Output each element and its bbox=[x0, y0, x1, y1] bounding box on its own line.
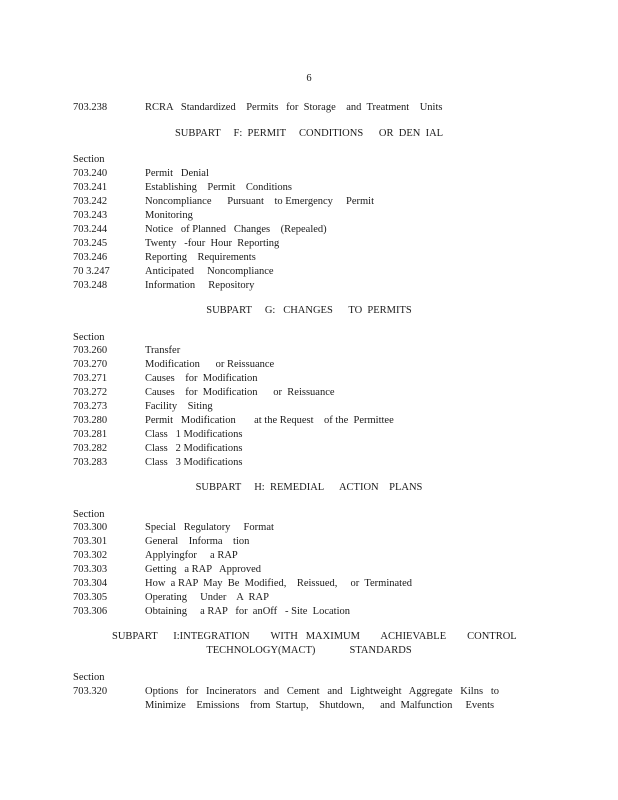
section-title: Anticipated Noncompliance bbox=[145, 266, 274, 277]
section-title: Information Repository bbox=[145, 280, 255, 291]
section-title: Noncompliance Pursuant to Emergency Permit bbox=[145, 196, 375, 207]
section-number: 703.240 bbox=[73, 168, 108, 179]
subpart-heading: SUBPART G: CHANGES TO PERMITS bbox=[206, 305, 412, 316]
section-number: 703.272 bbox=[73, 387, 108, 398]
section-title: Class 3 Modifications bbox=[145, 457, 243, 468]
section-number: 703.301 bbox=[73, 536, 108, 547]
section-number: 703.303 bbox=[73, 564, 108, 575]
section-label: Section bbox=[73, 509, 105, 520]
section-title: Modification or Reissuance bbox=[145, 359, 275, 370]
section-label: Section bbox=[73, 332, 105, 343]
section-title: Getting a RAP Approved bbox=[145, 564, 261, 575]
section-number: 703.244 bbox=[73, 224, 108, 235]
section-number: 703.246 bbox=[73, 252, 108, 263]
section-number: 703.304 bbox=[73, 578, 108, 589]
section-title: Twenty -four Hour Reporting bbox=[145, 238, 280, 249]
section-title: Permit Modification at the Request of the Permittee bbox=[145, 415, 394, 426]
section-number: 703.270 bbox=[73, 359, 108, 370]
section-title: Causes for Modification bbox=[145, 373, 258, 384]
section-number: 703.248 bbox=[73, 280, 108, 291]
section-number: 703.306 bbox=[73, 606, 108, 617]
section-number: 703.271 bbox=[73, 373, 108, 384]
section-number: 703.241 bbox=[73, 182, 108, 193]
section-title: Permit Denial bbox=[145, 168, 209, 179]
list-item bbox=[73, 101, 443, 115]
subpart-heading: SUBPART H: REMEDIAL ACTION PLANS bbox=[195, 482, 423, 493]
section-title: Notice of Planned Changes (Repealed) bbox=[145, 224, 327, 235]
section-title: Obtaining a RAP for anOff - Site Location bbox=[145, 606, 351, 617]
section-number: 703.280 bbox=[73, 415, 108, 426]
section-number: 703.242 bbox=[73, 196, 108, 207]
section-number: 703.300 bbox=[73, 522, 108, 533]
section-label: Section bbox=[73, 154, 105, 165]
section-number: 703.281 bbox=[73, 429, 108, 440]
section-number: 703.243 bbox=[73, 210, 108, 221]
section-title: Class 2 Modifications bbox=[145, 443, 243, 454]
section-title: Transfer bbox=[145, 345, 181, 356]
page-number: 6 bbox=[306, 73, 312, 84]
section-number: 703.282 bbox=[73, 443, 108, 454]
subpart-heading: SUBPART I:INTEGRATION WITH MAXIMUM ACHIEVABLE CONTROL bbox=[112, 631, 517, 642]
section-number: 703.238 bbox=[73, 102, 108, 113]
subpart-heading: SUBPART F: PERMIT CONDITIONS OR DEN IAL bbox=[174, 128, 444, 139]
section-title: General Informa tion bbox=[145, 536, 250, 547]
section-title: Applyingfor a RAP bbox=[145, 550, 238, 561]
section-title: Causes for Modification or Reissuance bbox=[145, 387, 335, 398]
subpart-heading-continued: TECHNOLOGY(MACT) STANDARDS bbox=[206, 645, 412, 656]
section-number: 703.260 bbox=[73, 345, 108, 356]
section-title-continued: Minimize Emissions from Startup, Shutdown, and Malfunction Events bbox=[145, 700, 495, 711]
section-title: Monitoring bbox=[145, 210, 193, 221]
section-title: Establishing Permit Conditions bbox=[145, 182, 293, 193]
section-number: 703.320 bbox=[73, 686, 108, 697]
section-title: RCRA Standardized Permits for Storage and Treatment Units bbox=[145, 102, 443, 113]
section-title: How a RAP May Be Modified, Reissued, or Terminated bbox=[145, 578, 412, 589]
section-title: Operating Under A RAP bbox=[145, 592, 269, 603]
section-number: 703.245 bbox=[73, 238, 108, 249]
section-title: Special Regulatory Format bbox=[145, 522, 274, 533]
section-title: Reporting Requirements bbox=[145, 252, 256, 263]
section-number: 70 3.247 bbox=[73, 266, 110, 277]
section-number: 703.305 bbox=[73, 592, 108, 603]
section-number: 703.283 bbox=[73, 457, 108, 468]
section-title: Class 1 Modifications bbox=[145, 429, 243, 440]
section-number: 703.273 bbox=[73, 401, 108, 412]
section-title: Facility Siting bbox=[145, 401, 213, 412]
section-number: 703.302 bbox=[73, 550, 108, 561]
section-label: Section bbox=[73, 672, 105, 683]
section-title: Options for Incinerators and Cement and Lightweight Aggregate Kilns to bbox=[145, 686, 499, 697]
